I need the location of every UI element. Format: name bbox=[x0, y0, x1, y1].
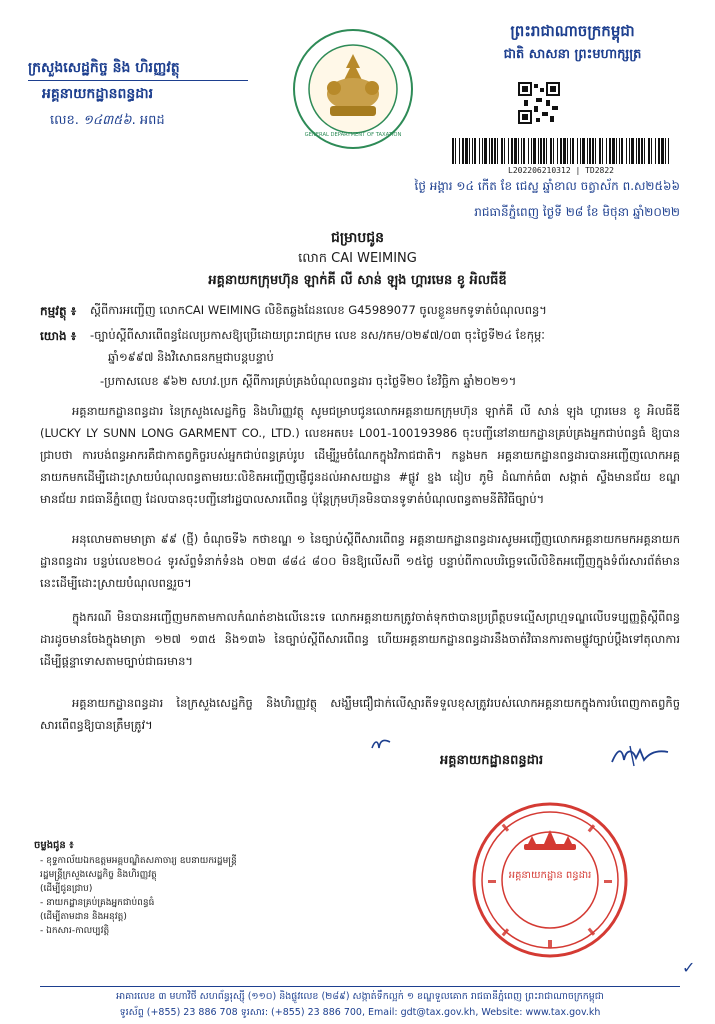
body-paragraph-4: អគ្គនាយកដ្ឋានពន្ធដារ នៃក្រសួងសេដ្ឋកិច្ច និងហិរញ្ញវត្ថុ សង្ឃឹមជឿជាក់លើស្មារតីទទួលខុសត្រូវរបស់លោកអគ្គនាយកក្នុងការបំពេញកាតព្វកិច្ចសារពើពន្ធឱ្យបានត្រឹមត្រូវ។ bbox=[40, 696, 680, 732]
footer-address: អាគារលេខ ៣ មហាវិថី សហព័ន្ធរុស្ស៊ី (១១០) និងផ្លូវលេខ (២៨៩) សង្កាត់ទឹកល្អក់ ១ ខណ្ឌទួលគោក រាជធានីភ្នំពេញ ព្រះរាជាណាចក្រកម្ពុជា bbox=[116, 991, 604, 1002]
reference-item-2: -ប្រកាសលេខ ៩៦២ សហវ.ប្រក ស្តីពីការគ្រប់គ្រងបំណុលពន្ធដារ ចុះថ្ងៃទី២០ ខែវិច្ឆិកា ឆ្នាំ២០២១។ bbox=[100, 374, 517, 388]
footer-contact: ទូរស័ព្ទ (+855) 23 886 708 ទូរសារ: (+855) 23 886 700, Email: gdt@tax.gov.kh, Website: www.tax.gov.kh bbox=[119, 1007, 601, 1018]
cc-item: រដ្ឋមន្ត្រីក្រសួងសេដ្ឋកិច្ច និងហិរញ្ញវត្ថុ bbox=[40, 870, 157, 880]
barcode-number: L202206210312 | TD2822 bbox=[508, 166, 614, 175]
cc-item: - ខុទ្ទកាល័យឯកឧត្តមអគ្គបណ្ឌិតសភាចារ្យ ឧបនាយករដ្ឋមន្ត្រី bbox=[40, 856, 237, 866]
subject-label: កម្មវត្ថុ ៖ bbox=[40, 304, 77, 318]
recipient-name: លោក CAI WEIMING bbox=[298, 251, 417, 266]
recipient-title: អគ្គនាយកក្រុមហ៊ុន ឡាក់គី លី សាន់ ឡុង ហ្គារមេន ខូ អិលធីឌី bbox=[208, 273, 507, 288]
department-name: អគ្គនាយកដ្ឋានពន្ធដារ bbox=[42, 86, 154, 102]
cc-heading: ចម្លងជូន ៖ bbox=[34, 840, 74, 851]
cc-item: (ដើម្បីជូនជ្រាប) bbox=[40, 884, 93, 894]
national-motto: ជាតិ សាសនា ព្រះមហាក្សត្រ bbox=[503, 47, 642, 62]
cc-item: (ដើម្បីតាមដាន និងអនុវត្ត) bbox=[40, 912, 127, 922]
body-paragraph-1: អគ្គនាយកដ្ឋានពន្ធដារ នៃក្រសួងសេដ្ឋកិច្ច និងហិរញ្ញវត្ថុ សូមជម្រាបជូនលោកអគ្គនាយកក្រុមហ៊ុន ឡាក់គី លី សាន់ ឡុង ហ្គារមេន ខូ អិលធីឌី (LUCKY LY SUNN LONG GARMENT CO., LTD.) លេខអតប៖ L001-100193986 ចុះបញ្ជីនៅនាយកដ្ឋានគ្រប់គ្រងអ្នកជាប់ពន្ធធំ ឱ្យបានជ្រាបថា ការបង់ពន្ធអាករគឺជាកាតព្វកិច្ចរបស់អ្នកជាប់ពន្ធគ្រប់រូប ដើម្បីរួមចំណែកក្នុងវិភាជជាតិ។ កន្លងមក អគ្គនាយកដ្ឋានពន្ធដារបានអញ្ជើញលោកអគ្គនាយកមកដើម្បីដោះស្រាយបំណុលពន្ធតាមរយៈលិខិតអញ្ជើញផ្ញើជូនដល់អាសយដ្ឋាន #ផ្លូវ ខ្នង ដៀប ភូមិ ដំណាក់ធំ៣ សង្កាត់ ស្ទឹងមានជ័យ ខណ្ឌ មានជ័យ រាជធានីភ្នំពេញ ដែលបានចុះបញ្ជីនៅរដ្ឋបាលសារពើពន្ធ ប៉ុន្តែក្រុមហ៊ុនមិនបានទូទាត់បំណុលពន្ធតាមនីតិវិធីច្បាប់។ bbox=[40, 404, 680, 506]
reference-label: យោង ៖ bbox=[40, 329, 77, 343]
reference-item-1-continued: ឆ្នាំ១៩៩៧ និងវិសោធនកម្មជាបន្តបន្ទាប់ bbox=[108, 350, 274, 364]
recipient-heading: ជម្រាបជូន bbox=[330, 230, 385, 246]
footer-divider bbox=[40, 986, 680, 987]
handwritten-initial bbox=[370, 736, 392, 754]
check-mark-icon: ✓ bbox=[682, 958, 696, 977]
reference-item-1: -ច្បាប់ស្តីពីសារពើពន្ធដែលប្រកាសឱ្យប្រើដោយព្រះរាជក្រម លេខ នស/រកម/០២៩៧/០៣ ចុះថ្ងៃទី២៤ ខែកុម្ភៈ bbox=[90, 328, 545, 342]
body-paragraph-2: អនុលោមតាមមាត្រា ៩៩ (ថ្មី) ចំណុចទី៦ កថាខណ្ឌ ១ នៃច្បាប់ស្តីពីសារពើពន្ធ អគ្គនាយកដ្ឋានពន្ធដារសូមអញ្ជើញលោកអគ្គនាយកមកអគ្គនាយកដ្ឋានពន្ធដារ បន្ទប់លេខ២០៤ ទូរស័ព្ទទំនាក់ទំនង ០២៣ ៨៨៤ ៨០០ មិនឱ្យលើសពី ១៥ថ្ងៃ បន្ទាប់ពីកាលបរិច្ឆេទលើលិខិតអញ្ជើញក្នុងទំព័រសារព័ត៌មាននេះដើម្បីដោះស្រាយបំណុលពន្ធរួច។ bbox=[40, 532, 680, 590]
kingdom-title: ព្រះរាជាណាចក្រកម្ពុជា bbox=[510, 22, 635, 40]
barcode bbox=[452, 138, 670, 164]
solar-date: រាជធានីភ្នំពេញ ថ្ងៃទី ២៨ ខែ មិថុនា ឆ្នាំ២០២២ bbox=[474, 205, 680, 219]
signature-title: អគ្គនាយកដ្ឋានពន្ធដារ bbox=[440, 753, 544, 768]
ministry-name: ក្រសួងសេដ្ឋកិច្ច និង ហិរញ្ញវត្ថុ bbox=[28, 60, 180, 76]
logo-caption: GENERAL DEPARTMENT OF TAXATION bbox=[304, 132, 402, 138]
subject-text: ស្តីពីការអញ្ជើញ លោកCAI WEIMING លិខិតឆ្លងដែនលេខ G45989077 ចូលខ្លួនមកទូទាត់បំណុលពន្ធ។ bbox=[90, 303, 547, 317]
seal-center-text: អគ្គនាយកដ្ឋាន ពន្ធដារ bbox=[508, 870, 592, 881]
lunar-date: ថ្ងៃ អង្គារ ១៤ កើត ខែ ជេស្ឋ ឆ្នាំខាល ចត្វាស័ក ព.ស២៥៦៦ bbox=[414, 179, 680, 193]
ministry-underline bbox=[28, 80, 248, 81]
letter-number: លេខ. ១៤៣៥៦. អពដ bbox=[50, 113, 165, 128]
letter-number-prefix: លេខ bbox=[50, 113, 75, 128]
handwritten-signature bbox=[610, 742, 670, 770]
cc-item: - នាយកដ្ឋានគ្រប់គ្រងអ្នកជាប់ពន្ធធំ bbox=[40, 898, 155, 908]
letter-number-suffix: អពដ bbox=[139, 113, 165, 128]
body-paragraph-3: ក្នុងករណី មិនបានអញ្ជើញមកតាមកាលកំណត់ខាងលើនេះទេ លោកអគ្គនាយកត្រូវចាត់ទុកថាបានប្រព្រឹត្តបទល្មើសព្រហ្មទណ្ឌលើបទប្បញ្ញត្តិស្តីពីពន្ធដារដូចមានចែងក្នុងមាត្រា ១២៧ ១៣៥ និង១៣៦ នៃច្បាប់ស្តីពីសារពើពន្ធ ហើយអគ្គនាយកដ្ឋានពន្ធដារនឹងចាត់វិធានការតាមផ្លូវច្បាប់ប្តឹងទៅតុលាការដើម្បីផ្តន្ទាទោសតាមច្បាប់ជាធរមាន។ bbox=[40, 610, 680, 668]
cc-list bbox=[40, 854, 320, 938]
qr-code bbox=[518, 82, 560, 124]
cc-item: - ឯកសារ-កាលប្បវត្តិ bbox=[40, 926, 110, 936]
gdt-logo bbox=[292, 28, 414, 150]
letter-number-value: ១៤៣៥៦ bbox=[83, 113, 132, 128]
official-seal bbox=[470, 800, 630, 960]
